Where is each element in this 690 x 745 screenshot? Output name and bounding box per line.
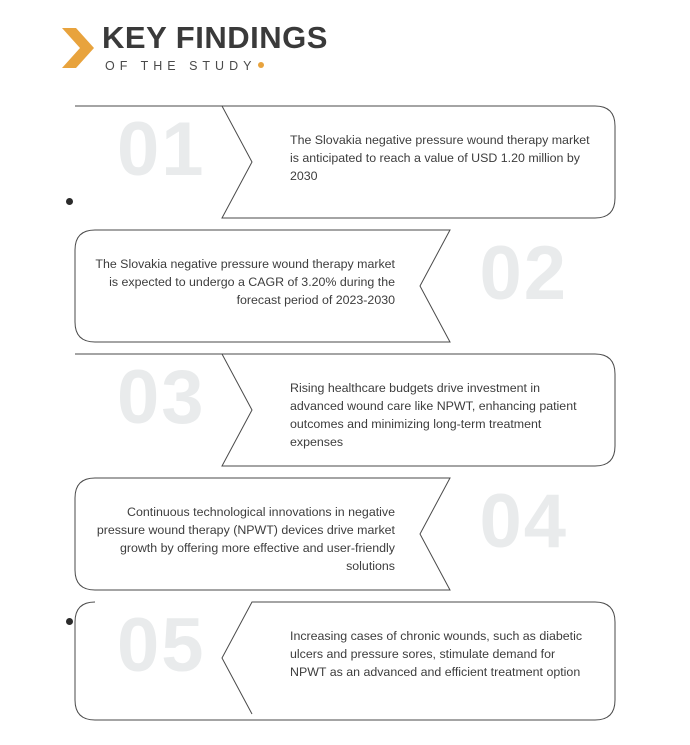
finding-number-1: 01 <box>117 107 206 192</box>
chevron-right-icon <box>60 26 94 70</box>
finding-text-4: Continuous technological innovations in negative pressure wound therapy (NPWT) devices drive market growth by offering more effective and user-friendly solutions <box>96 505 395 573</box>
finding-row-2 <box>75 230 610 348</box>
page-header <box>60 22 328 73</box>
finding-number-5: 05 <box>117 603 206 688</box>
finding-row-3 <box>75 354 610 472</box>
page-subtitle <box>105 59 328 73</box>
page-subtitle-text: OF THE STUDY <box>105 58 257 73</box>
finding-text-3: Rising healthcare budgets drive investment in advanced wound care like NPWT, enhancing patient outcomes and minimizing long-term treatment expenses <box>290 381 577 449</box>
finding-row-5 <box>75 602 610 720</box>
key-findings-diagram <box>0 100 690 745</box>
finding-row-4 <box>75 478 610 596</box>
finding-text-2: The Slovakia negative pressure wound therapy market is expected to undergo a CAGR of 3.20% during the forecast period of 2023-2030 <box>95 257 395 307</box>
title-block <box>102 22 328 73</box>
finding-number-3: 03 <box>117 355 206 440</box>
finding-text-1: The Slovakia negative pressure wound therapy market is anticipated to reach a value of USD 1.20 million by 2030 <box>290 133 590 183</box>
finding-number-4: 04 <box>479 479 568 564</box>
finding-text-5: Increasing cases of chronic wounds, such as diabetic ulcers and pressure sores, stimulate demand for NPWT as an advanced and efficient treatment option <box>290 629 583 679</box>
page-title: KEY FINDINGS <box>102 20 328 55</box>
accent-dot-icon <box>258 62 264 68</box>
marker-dot-bottom <box>66 618 73 625</box>
marker-dot-top <box>66 198 73 205</box>
finding-number-2: 02 <box>479 231 568 316</box>
finding-row-1 <box>75 106 610 224</box>
